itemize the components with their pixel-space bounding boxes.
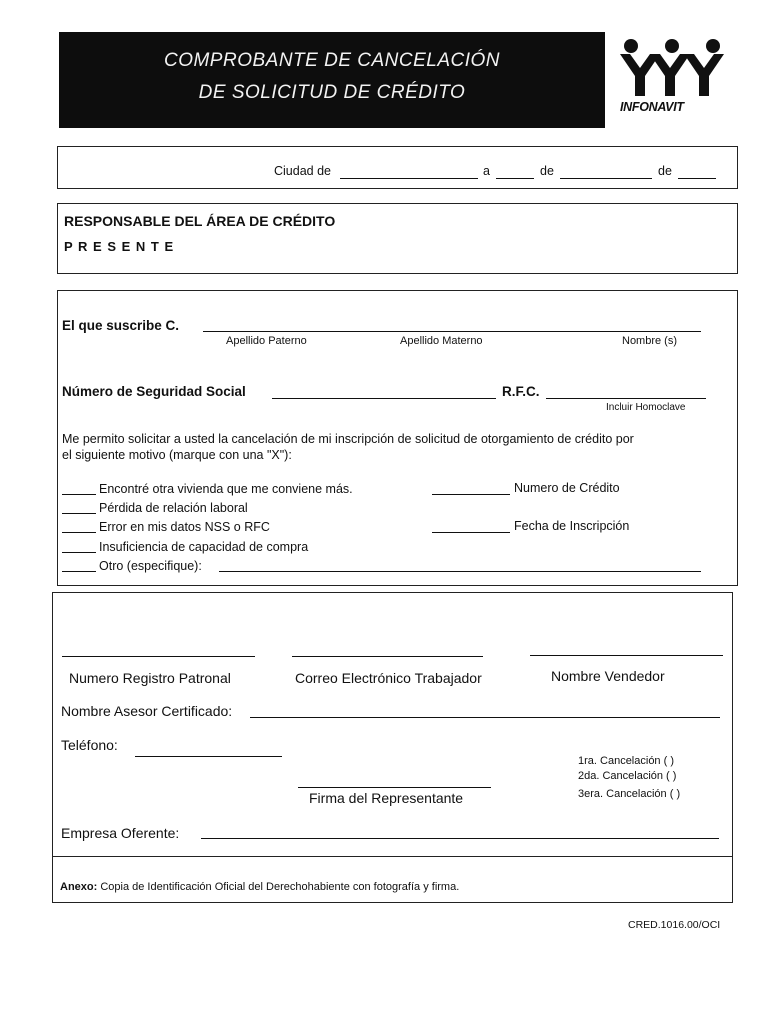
rfc-label: R.F.C. <box>502 384 540 399</box>
reason-mark-field[interactable] <box>62 494 96 495</box>
de-label-1: de <box>540 164 554 178</box>
day-field[interactable] <box>496 178 534 179</box>
request-text-line2: el siguiente motivo (marque con una "X"): <box>62 448 292 462</box>
reason-item: Pérdida de relación laboral <box>99 501 248 515</box>
registro-patronal-label: Numero Registro Patronal <box>69 670 231 686</box>
annex-note <box>60 881 459 893</box>
other-reason-field[interactable] <box>219 571 701 572</box>
year-field[interactable] <box>678 178 716 179</box>
reason-item: Insuficiencia de capacidad de compra <box>99 540 309 554</box>
addressee-line1: RESPONSABLE DEL ÁREA DE CRÉDITO <box>64 213 336 229</box>
infonavit-logo <box>618 38 726 118</box>
apellido-materno-label: Apellido Materno <box>400 335 483 347</box>
reason-mark-field[interactable] <box>62 513 96 514</box>
ciudad-field[interactable] <box>340 178 478 179</box>
reason-mark-field[interactable] <box>62 552 96 553</box>
nombre-vendedor-field[interactable] <box>530 655 723 656</box>
annex-divider <box>52 856 733 857</box>
nombres-label: Nombre (s) <box>622 335 678 347</box>
addressee-line2: P R E S E N T E <box>64 239 175 254</box>
firma-label: Firma del Representante <box>309 790 464 806</box>
empresa-label: Empresa Oferente: <box>61 825 180 841</box>
de-label-2: de <box>658 164 672 178</box>
numero-credito-field[interactable] <box>432 494 510 495</box>
cancelacion-option[interactable]: 2da. Cancelación ( ) <box>578 770 677 782</box>
correo-trabajador-field[interactable] <box>292 656 483 657</box>
telefono-field[interactable] <box>135 756 282 757</box>
asesor-field[interactable] <box>250 717 720 718</box>
homoclave-note: Incluir Homoclave <box>606 402 686 413</box>
cancelacion-option[interactable]: 3era. Cancelación ( ) <box>578 788 681 800</box>
nss-label: Número de Seguridad Social <box>62 384 246 399</box>
reason-mark-field[interactable] <box>62 571 96 572</box>
reason-item: Encontré otra vivienda que me conviene más. <box>99 482 353 496</box>
applicant-name-field[interactable] <box>203 331 701 332</box>
annex-text: Copia de Identificación Oficial del Derechohabiente con fotografía y firma. <box>100 881 460 893</box>
fecha-inscripcion-field[interactable] <box>432 532 510 533</box>
registro-patronal-field[interactable] <box>62 656 255 657</box>
date-box <box>57 146 738 189</box>
a-label: a <box>483 164 490 178</box>
empresa-field[interactable] <box>201 838 719 839</box>
correo-trabajador-label: Correo Electrónico Trabajador <box>295 670 482 686</box>
fecha-inscripcion-label: Fecha de Inscripción <box>514 519 630 533</box>
rfc-field[interactable] <box>546 398 706 399</box>
infonavit-logo-icon <box>618 38 726 100</box>
request-text-line1: Me permito solicitar a usted la cancelación de mi inscripción de solicitud de otorgamiento de crédito por <box>62 432 634 446</box>
nombre-vendedor-label: Nombre Vendedor <box>551 668 665 684</box>
ciudad-label: Ciudad de <box>274 164 331 178</box>
annex-label: Anexo: <box>60 881 98 893</box>
suscribe-label: El que suscribe C. <box>62 318 180 333</box>
reason-item: Otro (especifique): <box>99 559 202 573</box>
numero-credito-label: Numero de Crédito <box>514 481 620 495</box>
apellido-paterno-label: Apellido Paterno <box>226 335 307 347</box>
month-field[interactable] <box>560 178 652 179</box>
telefono-label: Teléfono: <box>61 737 118 753</box>
form-title-line1: COMPROBANTE DE CANCELACIÓN <box>163 50 501 71</box>
form-title-line2: DE SOLICITUD DE CRÉDITO <box>198 82 466 103</box>
reason-mark-field[interactable] <box>62 532 96 533</box>
firma-field[interactable] <box>298 787 491 788</box>
header-title-bar <box>59 32 605 128</box>
cancelacion-option[interactable]: 1ra. Cancelación ( ) <box>578 755 674 767</box>
asesor-label: Nombre Asesor Certificado: <box>61 703 233 719</box>
form-code: CRED.1016.00/OCI <box>628 919 721 931</box>
nss-field[interactable] <box>272 398 496 399</box>
logo-text: INFONAVIT <box>620 100 684 114</box>
reason-item: Error en mis datos NSS o RFC <box>99 520 270 534</box>
